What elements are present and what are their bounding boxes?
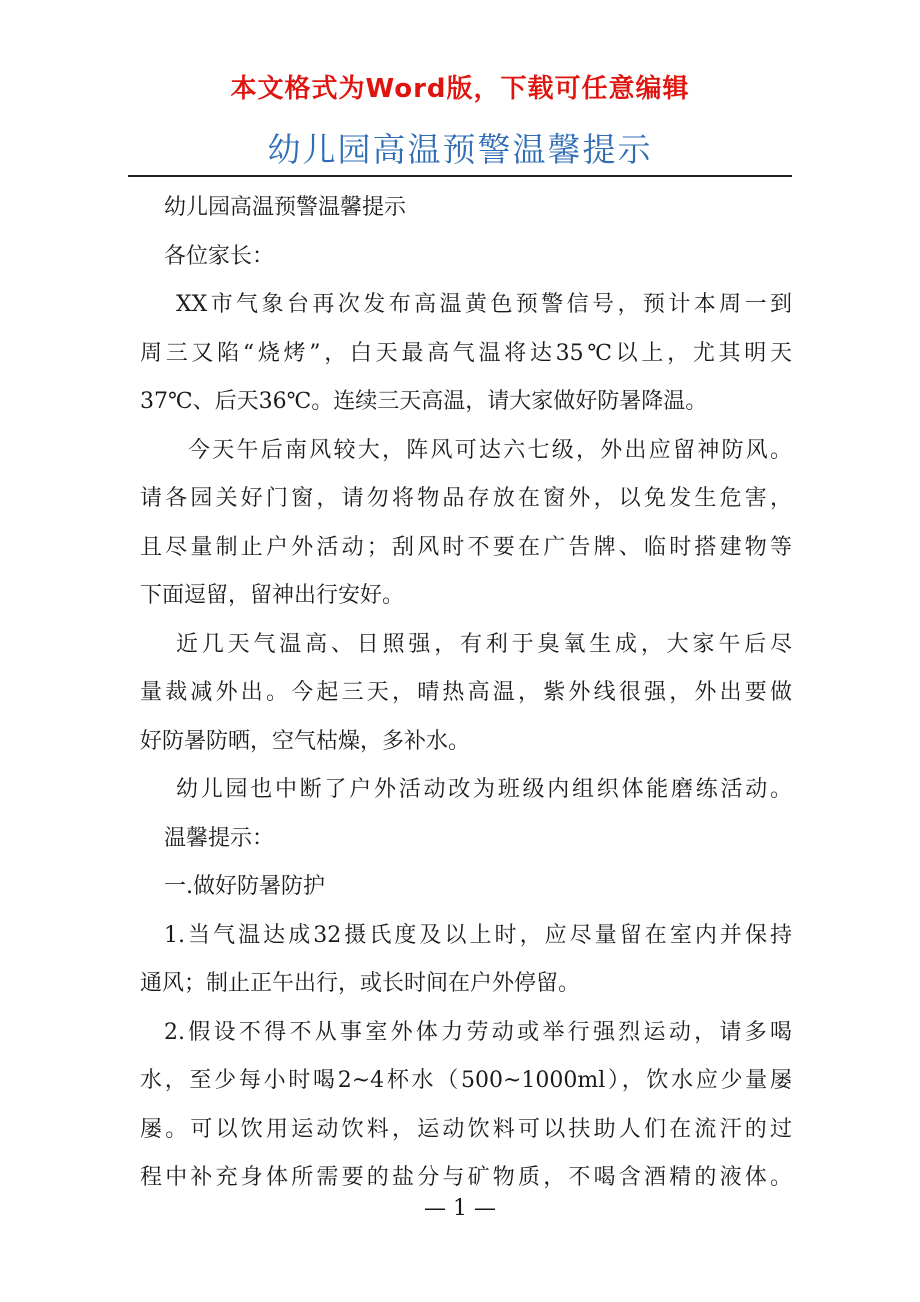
list-item-line: 程中补充身体所需要的盐分与矿物质，不喝含酒精的液体。 (140, 1165, 792, 1190)
paragraph-line: 且尽量制止户外活动；刮风时不要在广告牌、临时搭建物等 (140, 534, 792, 560)
paragraph-line: 请各园关好门窗，请勿将物品存放在窗外，以免发生危害， (140, 486, 792, 511)
list-item-line: 2.假设不得不从事室外体力劳动或举行强烈运动，请多喝 (164, 1019, 792, 1045)
body-heading: 幼儿园高温预警温馨提示 (164, 195, 407, 220)
document-body (140, 184, 792, 1203)
list-item-line: 水，至少每小时喝2~4杯水（500~1000ml），饮水应少量屡 (140, 1068, 792, 1093)
salutation: 各位家长： (164, 243, 275, 269)
list-item-line: 屡。可以饮用运动饮料，运动饮料可以扶助人们在流汗的过 (140, 1116, 792, 1142)
paragraph-line: 周三又陷“烧烤”，白天最高气温将达35℃以上，尤其明天 (140, 340, 792, 366)
paragraph-line: XX市气象台再次发布高温黄色预警信号，预计本周一到 (176, 292, 792, 317)
section-heading: 一.做好防暑防护 (164, 874, 325, 899)
paragraph-line: 量裁减外出。今起三天，晴热高温，紫外线很强，外出要做 (140, 680, 792, 705)
paragraph-line: 幼儿园也中断了户外活动改为班级内组织体能磨练活动。 (176, 777, 792, 802)
page-number: — 1 — (424, 1196, 496, 1221)
list-item-line: 1.当气温达成32摄氏度及以上时，应尽量留在室内并保持 (164, 922, 792, 948)
paragraph-line: 今天午后南风较大，阵风可达六七级，外出应留神防风。 (188, 437, 792, 463)
tips-heading: 温馨提示： (164, 825, 275, 851)
paragraph-line: 37℃、后天36℃。连续三天高温，请大家做好防暑降温。 (140, 389, 708, 414)
paragraph-line: 下面逗留，留神出行安好。 (140, 583, 405, 608)
download-banner: 本文格式为Word版，下载可任意编辑 (230, 74, 690, 104)
list-item-line: 通风；制止正午出行，或长时间在户外停留。 (140, 971, 581, 996)
paragraph-line: 近几天气温高、日照强，有利于臭氧生成，大家午后尽 (176, 631, 792, 657)
document-title: 幼儿园高温预警温馨提示 (267, 130, 653, 169)
paragraph-line: 好防暑防晒，空气枯燥，多补水。 (140, 728, 471, 754)
title-divider (128, 175, 792, 177)
